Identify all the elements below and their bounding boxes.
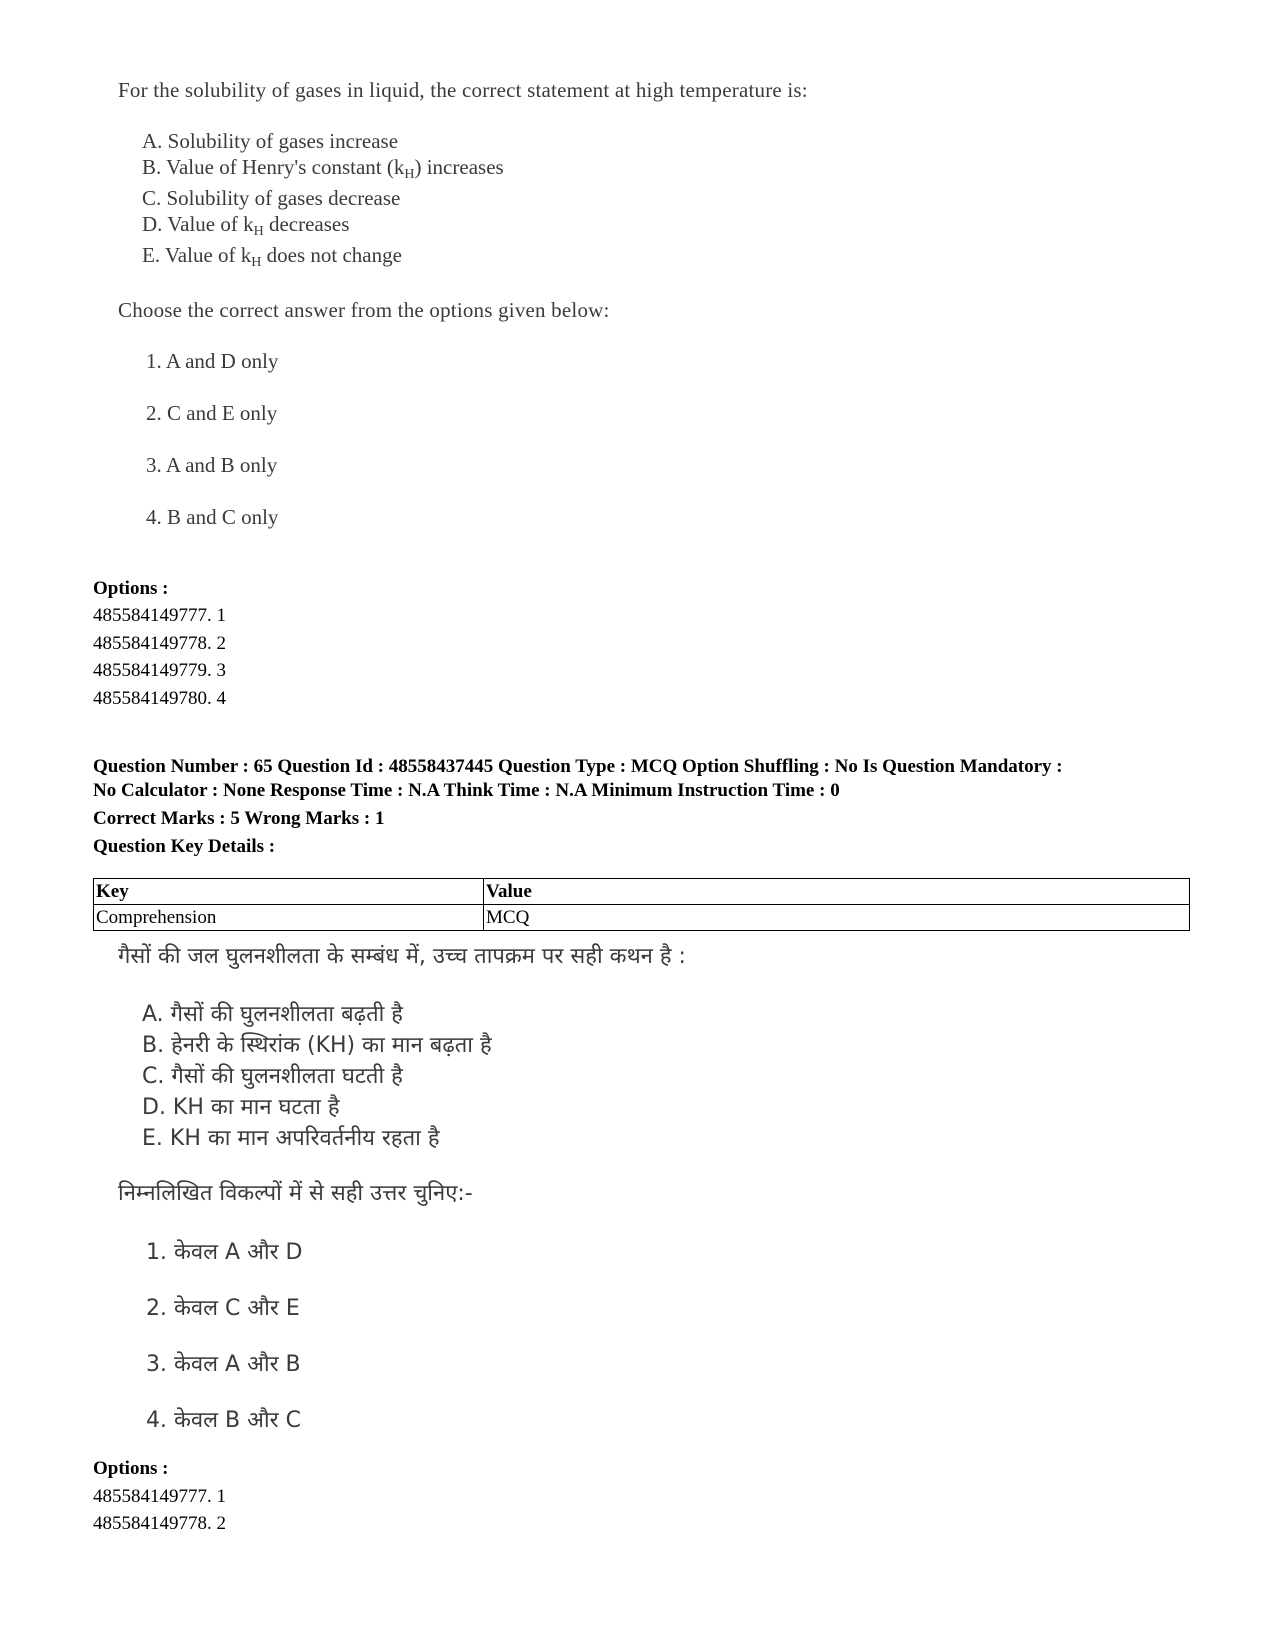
choice-1: 1. A and D only [146,349,279,373]
question-key-table [93,878,1190,931]
table-cell: Comprehension [94,905,484,931]
statement-a: A. Solubility of gases increase [142,129,399,153]
table-row [94,905,1190,931]
choice-1-hi: 1. केवल A और D [146,1240,303,1265]
key-details-label: Question Key Details : [93,836,276,857]
choice-4: 4. B and C only [146,505,279,529]
statement-d-hi: D. KH का मान घटता है [142,1095,340,1120]
choose-instruction: Choose the correct answer from the options given below: [118,298,610,322]
table-header-row [94,879,1190,905]
choice-3-hi: 3. केवल A और B [146,1352,301,1377]
statement-b-hi: B. हेनरी के स्थिरांक (KH) का मान बढ़ता है [142,1033,492,1058]
options-label: Options : [93,578,169,599]
statement-c-hi: C. गैसों की घुलनशीलता घटती है [142,1064,403,1089]
choice-4-hi: 4. केवल B और C [146,1408,301,1433]
statement-e-hi: E. KH का मान अपरिवर्तनीय रहता है [142,1126,440,1151]
marks-line: Correct Marks : 5 Wrong Marks : 1 [93,808,385,829]
choose-instruction-hi: निम्नलिखित विकल्पों में से सही उत्तर चुनिए:- [118,1181,473,1206]
question-image-hi [118,940,1018,1433]
statement-d: D. Value of $k_H$ decreases [142,212,350,239]
table-header-key: Key [94,879,484,905]
statement-b: B. Value of Henry's constant $(k_H)$ increases [142,155,504,182]
option-item: 485584149779. 3 [93,660,226,681]
choice-2-hi: 2. केवल C और E [146,1296,300,1321]
statement-c: C. Solubility of gases decrease [142,186,401,210]
option-item: 485584149780. 4 [93,688,226,709]
option-item: 485584149778. 2 [93,1513,226,1534]
option-item: 485584149777. 1 [93,605,226,626]
question-meta-line1: Question Number : 65 Question Id : 48558437445 Question Type : MCQ Option Shuffling : No Is Question Mandatory : [93,756,1063,777]
question-image-en [118,78,1018,548]
choice-3: 3. A and B only [146,453,278,477]
question-meta-line2: No Calculator : None Response Time : N.A Think Time : N.A Minimum Instruction Time : 0 [93,780,840,801]
question-prompt-hi: गैसों की जल घुलनशीलता के सम्बंध में, उच्च तापक्रम पर सही कथन है : [118,944,686,969]
table-cell: MCQ [484,905,1190,931]
options-label: Options : [93,1458,169,1479]
statement-a-hi: A. गैसों की घुलनशीलता बढ़ती है [142,1002,403,1027]
statement-e: E. Value of $k_H$ does not change [142,243,402,270]
option-item: 485584149777. 1 [93,1486,226,1507]
table-header-value: Value [484,879,1190,905]
choice-2: 2. C and E only [146,401,278,425]
question-prompt: For the solubility of gases in liquid, the correct statement at high temperature is: [118,78,808,102]
option-item: 485584149778. 2 [93,633,226,654]
